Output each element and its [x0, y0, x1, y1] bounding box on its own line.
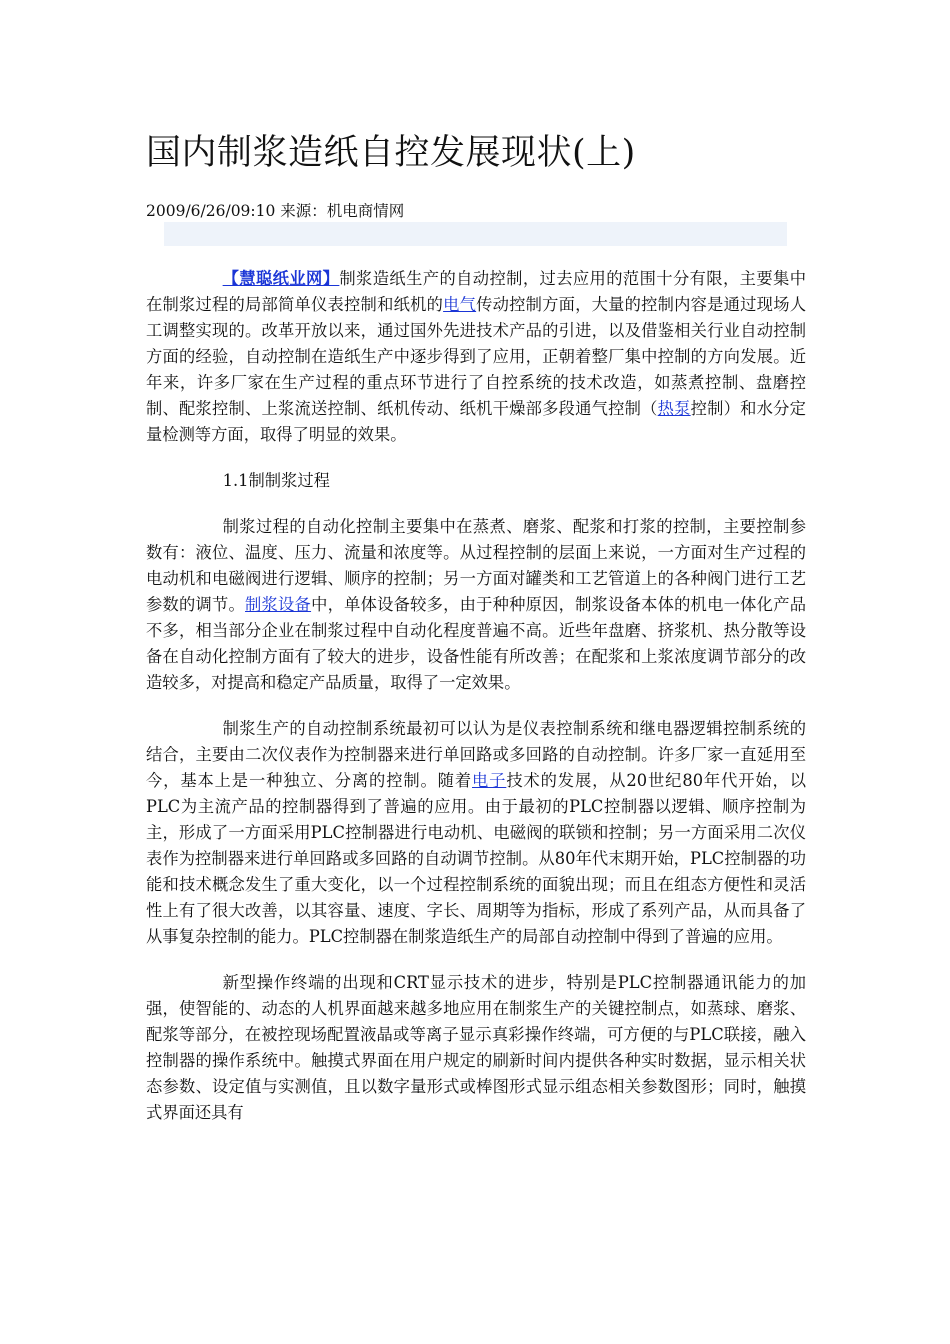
paragraph-text: 制浆生产的自动控制系统最初可以认为是仪表控制系统和继电器逻辑控制系统的结合，主要由二次仪表作为控制器来进行单回路或多回路的自动控制。许多厂家一直延用至今，基本上是一种独立、分离的控制。随着	[146, 719, 806, 790]
paragraph-text: 技术的发展，从20世纪80年代开始，以PLC为主流产品的控制器得到了普遍的应用。由于最初的PLC控制器以逻辑、顺序控制为主，形成了一方面采用PLC控制器进行电动机、电磁阀的联锁和控制；另一方面采用二次仪表作为控制器来进行单回路或多回路的自动调节控制。从80年代末期开始，PLC控制器的功能和技术概念发生了重大变化，以一个过程控制系统的面貌出现；而且在组态方便性和灵活性上有了很大改善，以其容量、速度、字长、周期等为指标，形成了系列产品，从而具备了从事复杂控制的能力。PLC控制器在制浆造纸生产的局部自动控制中得到了普遍的应用。	[146, 771, 806, 946]
link-heat-pump[interactable]: 热泵	[657, 399, 691, 418]
link-electrical[interactable]: 电气	[443, 295, 477, 314]
paragraph-control-systems	[146, 716, 806, 950]
article-title: 国内制浆造纸自控发展现状(上)	[146, 133, 636, 173]
article-meta: 2009/6/26/09:10 来源：机电商情网	[146, 202, 405, 220]
paragraph-text: 中，单体设备较多，由于种种原因，制浆设备本体的机电一体化产品不多，相当部分企业在制浆过程中自动化程度普遍不高。近些年盘磨、挤浆机、热分散等设备在自动化控制方面有了较大的进步，设备性能有所改善；在配浆和上浆浓度调节部分的改造较多，对提高和稳定产品质量，取得了一定效果。	[146, 595, 806, 692]
link-pulping-equipment[interactable]: 制浆设备	[245, 595, 312, 614]
paragraph-pulping-control	[146, 514, 806, 696]
meta-divider-bar	[164, 222, 787, 246]
paragraph-text: 控制）和水分定量检测等方面，取得了明显的效果。	[146, 399, 806, 444]
paragraph-text: 传动控制方面，大量的控制内容是通过现场人工调整实现的。改革开放以来，通过国外先进技术产品的引进，以及借鉴相关行业自动控制方面的经验，自动控制在造纸生产中逐步得到了应用，正朝着整厂集中控制的方向发展。近年来，许多厂家在生产过程的重点环节进行了自控系统的技术改造，如蒸煮控制、盘磨控制、配浆控制、上浆流送控制、纸机传动、纸机干燥部多段通气控制（	[146, 295, 806, 418]
paragraph-intro	[146, 266, 806, 448]
paragraph-text: 制浆造纸生产的自动控制，过去应用的范围十分有限，主要集中在制浆过程的局部简单仪表控制和纸机的	[146, 269, 806, 314]
source-brand-link[interactable]: 【慧聪纸业网】	[222, 269, 340, 288]
paragraph-text: 制浆过程的自动化控制主要集中在蒸煮、磨浆、配浆和打浆的控制，主要控制参数有：液位、温度、压力、流量和浓度等。从过程控制的层面上来说，一方面对生产过程的电动机和电磁阀进行逻辑、顺序的控制；另一方面对罐类和工艺管道上的各种阀门进行工艺参数的调节。	[146, 517, 806, 614]
paragraph-text: 新型操作终端的出现和CRT显示技术的进步，特别是PLC控制器通讯能力的加强，使智能的、动态的人机界面越来越多地应用在制浆生产的关键控制点，如蒸球、磨浆、配浆等部分，在被控现场配置液晶或等离子显示真彩操作终端，可方便的与PLC联接，融入控制器的操作系统中。触摸式界面在用户规定的刷新时间内提供各种实时数据，显示相关状态参数、设定值与实测值，且以数字量形式或棒图形式显示组态相关参数图形；同时，触摸式界面还具有	[146, 973, 806, 1122]
link-electronics[interactable]: 电子	[472, 771, 507, 790]
section-heading: 1.1制制浆过程	[222, 471, 330, 490]
article-body	[146, 266, 806, 1146]
paragraph-operator-terminals	[146, 970, 806, 1126]
